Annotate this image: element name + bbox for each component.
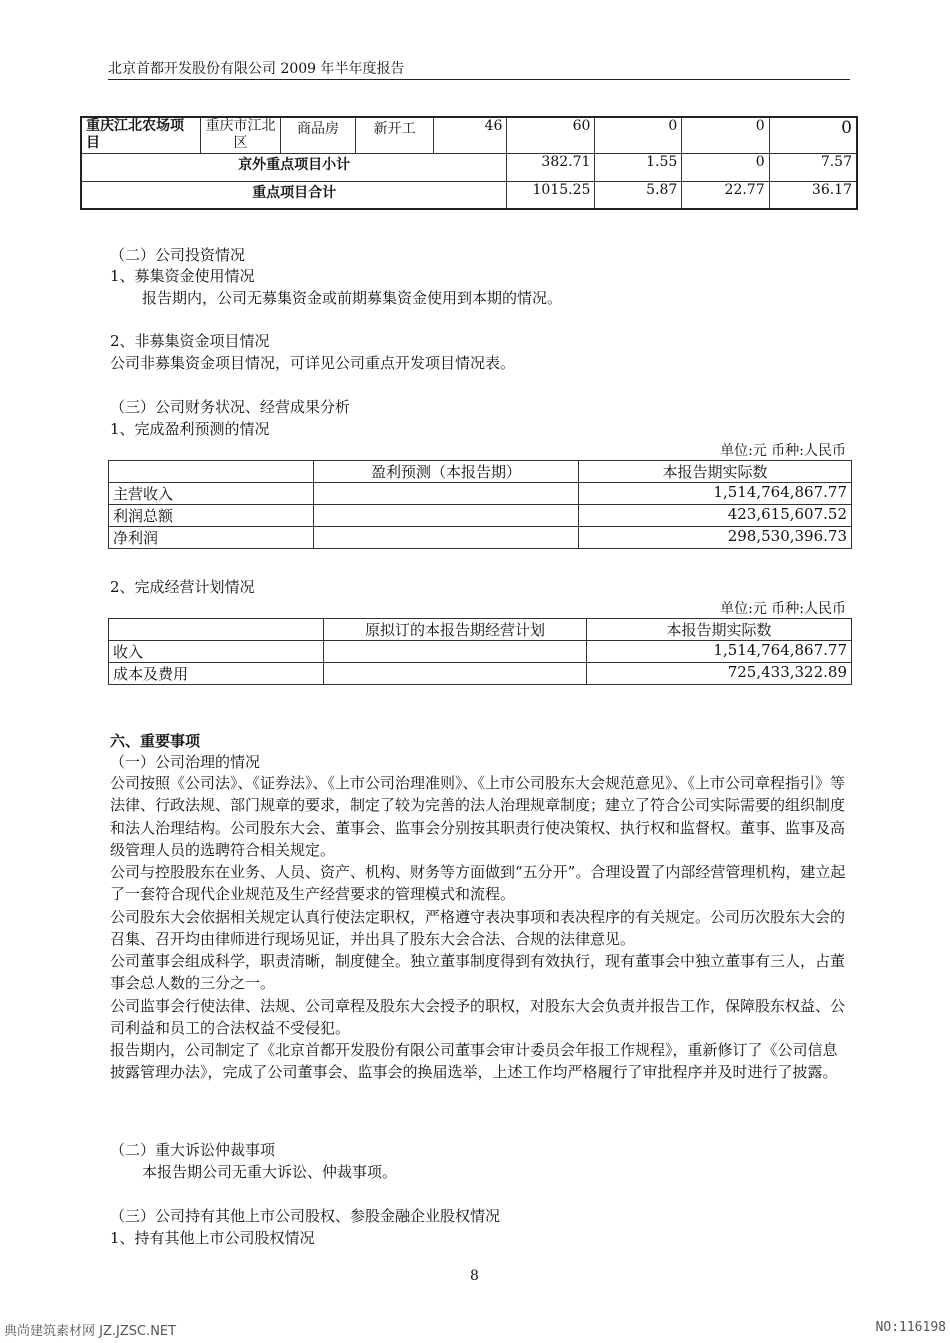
report-header-title: 北京首都开发股份有限公司 2009 年半年度报告 [108, 61, 405, 77]
actual-cell: 1,514,764,867.77 [587, 641, 852, 663]
table-row [109, 527, 852, 549]
row-label: 主营收入 [109, 483, 314, 505]
paragraph-text: 报告期内，公司制定了《北京首都开发股份有限公司董事会审计委员会年报工作规程》，重新修订了《公司信息披露管理办法》，完成了公司董事会、监事会的换届选举，上述工作均严格履行了审批程序并及时进行了披露。 [110, 1041, 838, 1082]
table-row [109, 483, 852, 505]
actual-cell: 423,615,607.52 [579, 505, 852, 527]
page-number: 8 [470, 1268, 479, 1284]
project-value-cell: 0 [682, 117, 769, 153]
project-type-cell: 商品房 [281, 117, 356, 153]
subtotal-value: 382.71 [507, 153, 595, 181]
section-heading-investment: （二）公司投资情况 [110, 246, 246, 264]
total-label: 重点项目合计 [81, 181, 507, 209]
table-header-row [109, 461, 852, 483]
paragraph-text: 公司按照《公司法》、《证券法》、《上市公司治理准则》、《上市公司股东大会规范意见》、《上市公司章程指引》等法律、行政法规、部门规章的要求，制定了较为完善的法人治理规章制度；建立了符合公司实际需要的组织制度和法人治理结构。公司股东大会、董事会、监事会分别按其职责行使决策权、执行权和监督权。董事、监事及高级管理人员的选聘符合相关规定。 [110, 774, 846, 859]
project-value-cell: 60 [507, 117, 595, 153]
paragraph-text: 公司与控股股东在业务、人员、资产、机构、财务等方面做到“五分开”。合理设置了内部经营管理机构，建立起了一套符合现代企业规范及生产经营要求的管理模式和流程。 [110, 863, 846, 904]
plan-cell [324, 663, 587, 685]
header-cell [109, 461, 314, 483]
row-label: 利润总额 [109, 505, 314, 527]
subtotal-value: 1.55 [595, 153, 682, 181]
plan-cell [324, 641, 587, 663]
project-value-cell: 0 [769, 117, 857, 153]
subtotal-label: 京外重点项目小计 [81, 153, 507, 181]
section-heading-important-matters: 六、重要事项 [110, 732, 201, 750]
actual-cell: 298,530,396.73 [579, 527, 852, 549]
paragraph-text: 公司股东大会依据相关规定认真行使法定职权，严格遵守表决事项和表决程序的有关规定。公司历次股东大会的召集、召开均由律师进行现场见证，并出具了股东大会合法、合规的法律意见。 [110, 908, 846, 949]
table-row [81, 117, 857, 153]
unit-note: 单位:元 币种:人民币 [720, 601, 846, 617]
paragraph-text: 本报告期公司无重大诉讼、仲裁事项。 [142, 1163, 398, 1181]
table-row [109, 663, 852, 685]
project-value-cell: 0 [595, 117, 682, 153]
forecast-cell [314, 527, 579, 549]
row-label: 净利润 [109, 527, 314, 549]
subsection-title: （一）公司治理的情况 [110, 753, 261, 771]
header-cell: 原拟订的本报告期经营计划 [324, 619, 587, 641]
subsection-title: 1、募集资金使用情况 [110, 267, 255, 285]
actual-cell: 725,433,322.89 [587, 663, 852, 685]
subsection-title: 2、完成经营计划情况 [110, 578, 255, 596]
footer-watermark-right: NO:116198 [875, 1320, 946, 1335]
key-projects-table [80, 116, 858, 210]
project-name-cell: 重庆江北农场项目 [81, 117, 200, 153]
subsection-title: 1、持有其他上市公司股权情况 [110, 1229, 315, 1247]
header-cell: 本报告期实际数 [579, 461, 852, 483]
project-status-cell: 新开工 [355, 117, 434, 153]
paragraph-text: 公司董事会组成科学，职责清晰，制度健全。独立董事制度得到有效执行，现有董事会中独立董事有三人，占董事会总人数的三分之一。 [110, 952, 846, 993]
header-cell: 本报告期实际数 [587, 619, 852, 641]
total-value: 22.77 [682, 181, 769, 209]
header-cell [109, 619, 324, 641]
project-location-cell: 重庆市江北区 [200, 117, 280, 153]
subsection-title: 2、非募集资金项目情况 [110, 332, 270, 350]
table-row [109, 641, 852, 663]
total-value: 36.17 [769, 181, 857, 209]
section-heading-finance: （三）公司财务状况、经营成果分析 [110, 398, 351, 416]
subsection-title: 1、完成盈利预测的情况 [110, 420, 270, 438]
operating-plan-table [108, 618, 852, 685]
footer-watermark-left: 典尚建筑素材网 JZ.JZSC.NET [4, 1324, 177, 1339]
row-label: 收入 [109, 641, 324, 663]
subtotal-value: 7.57 [769, 153, 857, 181]
forecast-cell [314, 483, 579, 505]
table-row [81, 181, 857, 209]
table-row [109, 505, 852, 527]
paragraph-text: 报告期内，公司无募集资金或前期募集资金使用到本期的情况。 [142, 289, 563, 307]
header-divider [108, 79, 850, 80]
row-label: 成本及费用 [109, 663, 324, 685]
actual-cell: 1,514,764,867.77 [579, 483, 852, 505]
subtotal-value: 0 [682, 153, 769, 181]
header-cell: 盈利预测（本报告期） [314, 461, 579, 483]
paragraph-text: 公司非募集资金项目情况，可详见公司重点开发项目情况表。 [110, 354, 516, 372]
unit-note: 单位:元 币种:人民币 [720, 443, 846, 459]
total-value: 1015.25 [507, 181, 595, 209]
forecast-cell [314, 505, 579, 527]
project-value-cell: 46 [434, 117, 507, 153]
table-header-row [109, 619, 852, 641]
paragraph-text: 公司监事会行使法律、法规、公司章程及股东大会授予的职权，对股东大会负责并报告工作，保障股东权益、公司利益和员工的合法权益不受侵犯。 [110, 997, 846, 1038]
profit-forecast-table [108, 460, 852, 549]
subsection-title: （二）重大诉讼仲裁事项 [110, 1141, 276, 1159]
subsection-title: （三）公司持有其他上市公司股权、参股金融企业股权情况 [110, 1207, 501, 1225]
total-value: 5.87 [595, 181, 682, 209]
table-row [81, 153, 857, 181]
